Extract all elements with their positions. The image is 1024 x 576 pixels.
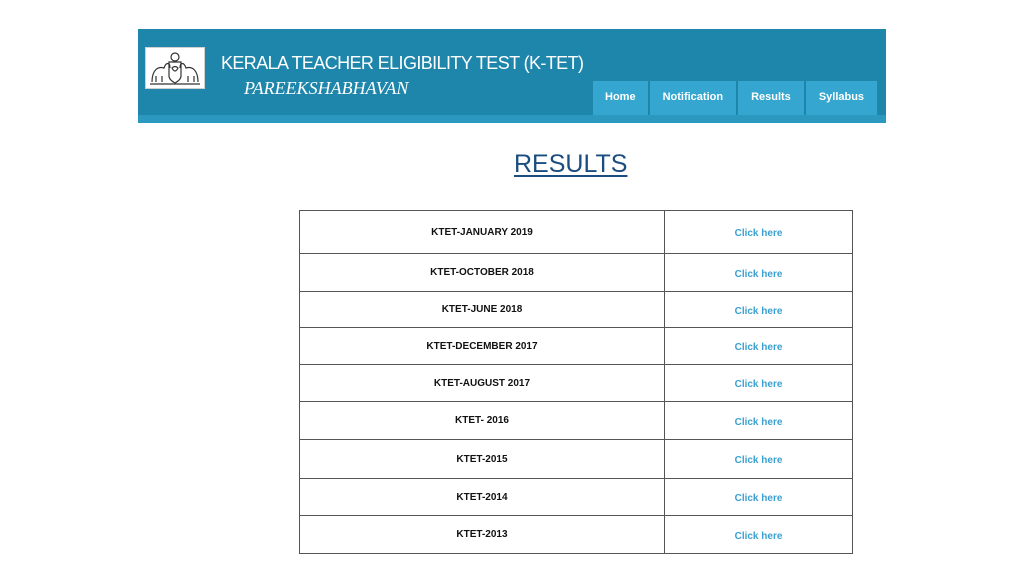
exam-name: KTET- 2016 — [300, 402, 665, 440]
exam-name: KTET-2015 — [300, 440, 665, 479]
table-row — [300, 402, 853, 440]
result-link[interactable]: Click here — [734, 493, 783, 504]
nav-syllabus[interactable]: Syllabus — [806, 81, 877, 115]
table-row — [300, 211, 853, 254]
result-link[interactable]: Click here — [734, 268, 783, 280]
exam-name: KTET-JUNE 2018 — [300, 292, 665, 328]
link-cell — [665, 479, 853, 516]
header-bottom-strip — [138, 115, 886, 123]
link-cell — [665, 402, 853, 440]
result-link[interactable]: Click here — [734, 530, 783, 542]
table-row — [300, 292, 853, 328]
result-link[interactable]: Click here — [734, 228, 783, 239]
table-row — [300, 440, 853, 479]
site-title: KERALA TEACHER ELIGIBILITY TEST (K-TET) — [221, 53, 584, 73]
exam-name: KTET-2014 — [300, 479, 665, 516]
result-link[interactable]: Click here — [734, 455, 783, 466]
kerala-emblem-icon[interactable] — [145, 47, 205, 89]
table-row — [300, 365, 853, 402]
link-cell — [665, 365, 853, 402]
link-cell — [665, 328, 853, 365]
link-cell — [665, 254, 853, 292]
exam-name: KTET-DECEMBER 2017 — [300, 328, 665, 365]
results-table — [299, 210, 853, 554]
nav-home[interactable]: Home — [593, 81, 648, 115]
table-row — [300, 479, 853, 516]
site-subtitle: PAREEKSHABHAVAN — [244, 78, 409, 98]
table-row — [300, 328, 853, 365]
exam-name: KTET-2013 — [300, 516, 665, 554]
result-link[interactable]: Click here — [734, 416, 783, 428]
link-cell — [665, 211, 853, 254]
page-title: RESULTS — [514, 150, 628, 178]
exam-name: KTET-AUGUST 2017 — [300, 365, 665, 402]
result-link[interactable]: Click here — [734, 342, 783, 353]
site-header — [138, 29, 886, 123]
result-link[interactable]: Click here — [734, 379, 783, 390]
result-link[interactable]: Click here — [734, 305, 783, 317]
nav-results[interactable]: Results — [738, 81, 804, 115]
exam-name: KTET-JANUARY 2019 — [300, 211, 665, 254]
exam-name: KTET-OCTOBER 2018 — [300, 254, 665, 292]
link-cell — [665, 516, 853, 554]
link-cell — [665, 440, 853, 479]
table-row — [300, 516, 853, 554]
link-cell — [665, 292, 853, 328]
table-row — [300, 254, 853, 292]
nav-notification[interactable]: Notification — [650, 81, 737, 115]
main-nav — [593, 81, 879, 115]
